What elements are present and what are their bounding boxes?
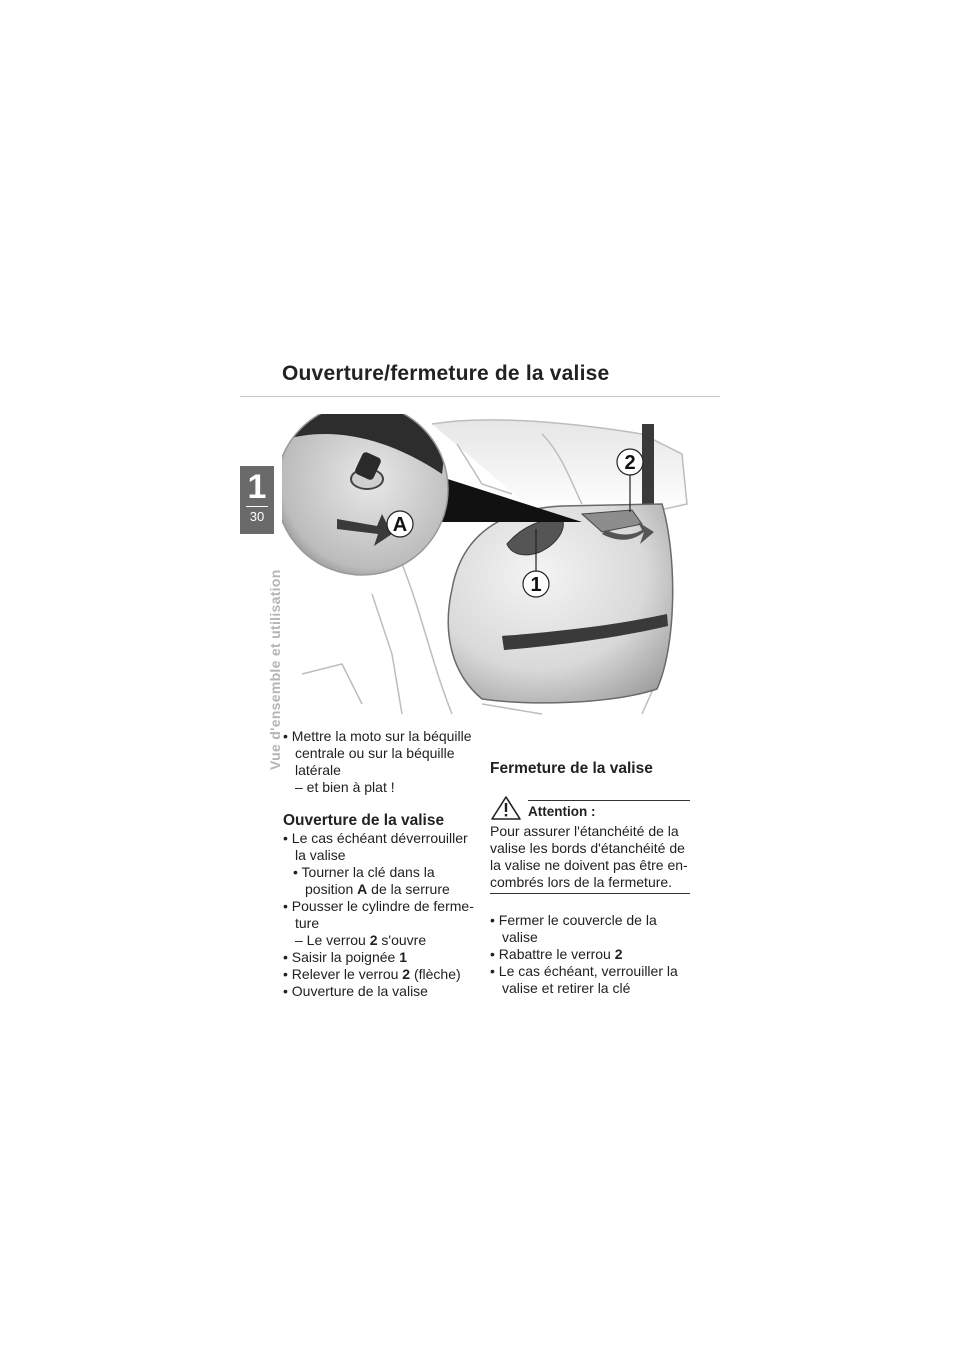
callout-2 [617,449,643,475]
opening-step-1-line-2: la valise [295,847,346,863]
opening-step-2 [283,898,483,932]
warning-header [490,799,690,821]
intro-dash: – et bien à plat ! [295,779,395,795]
opening-step-4-text: • Relever le verrou [283,966,403,982]
opening-step-2-dash [283,932,483,949]
closing-heading: Fermeture de la valise [490,760,653,777]
opening-step-4-end: (flèche) [410,966,461,982]
opening-step-4 [283,966,483,983]
opening-step-4-ref: 2 [402,966,411,982]
warning-line-3: la valise ne doivent pas être en- [490,857,688,873]
opening-step-3-text: • Saisir la poignée [283,949,400,965]
opening-step-2-line-1: • Pousser le cylindre de ferme- [283,898,474,914]
opening-step-1-sub-ref: A [357,881,368,897]
callout-a-label: A [392,514,408,536]
warning-line-2: valise les bords d'étanchéité de [490,840,685,856]
chapter-number: 1 [247,468,267,506]
closing-step-3 [490,963,690,997]
antenna-post [642,424,654,504]
intro-bullet: • Mettre la moto sur la béquille centrale ou sur la béquille latérale [283,728,472,778]
warning-line-4: combrés lors de la fermeture. [490,874,673,890]
intro-line-2: centrale ou sur la béquille [295,745,455,761]
warning-title: Attention : [528,804,596,819]
closing-step-1-line-1: • Fermer le couvercle de la [490,912,657,928]
opening-step-2-line-2: ture [295,915,320,931]
intro-line-3: latérale [295,762,341,778]
opening-step-2-dash-text: – Le verrou [295,932,370,948]
warning-line-1: Pour assurer l'étanchéité de la [490,823,679,839]
warning-triangle-icon [490,795,522,821]
closing-step-2 [490,946,690,963]
opening-step-2-dash-end: s'ouvre [377,932,427,948]
callout-a [387,511,413,537]
opening-step-1-line-1: • Le cas échéant déverrouiller [283,830,468,846]
chapter-side-label: Vue d'ensemble et utilisation [267,569,283,770]
chapter-divider [246,506,268,507]
right-column [490,760,690,997]
lock-detail-zoom [282,414,452,584]
intro-line-1: Mettre la moto sur la béquille [291,728,472,744]
chapter-tab [240,466,274,534]
callout-1 [523,571,549,597]
warning-text [490,823,690,891]
closing-step-3-line-1: • Le cas échéant, verrouiller la [490,963,678,979]
opening-step-3-ref: 1 [399,949,407,965]
page-number: 30 [249,509,265,524]
warning-box [490,800,690,894]
opening-step-1 [283,830,483,864]
callout-2-label: 2 [624,452,636,474]
callout-1-label: 1 [530,574,542,596]
opening-step-1-sub-line-2-end: de la serrure [367,881,450,897]
case-illustration [282,414,692,720]
title-divider [240,396,720,397]
closing-step-2-text: • Rabattre le verrou [490,946,615,962]
opening-step-2-dash-ref: 2 [369,932,378,948]
closing-step-1-line-2: valise [502,929,538,945]
opening-step-5: • Ouverture de la valise [283,983,428,999]
page-title: Ouverture/fermeture de la valise [282,362,610,385]
opening-step-3 [283,949,483,966]
opening-step-1-sub-line-1: • Tourner la clé dans la [293,864,435,880]
left-column [283,728,483,1000]
closing-step-2-ref: 2 [614,946,623,962]
closing-steps [490,912,690,997]
opening-heading: Ouverture de la valise [283,812,445,829]
warning-bottom-rule [490,893,690,894]
opening-step-1-sub [283,864,483,898]
closing-step-1 [490,912,690,946]
opening-step-1-sub-line-2: position [305,881,358,897]
closing-step-3-line-2: valise et retirer la clé [502,980,631,996]
